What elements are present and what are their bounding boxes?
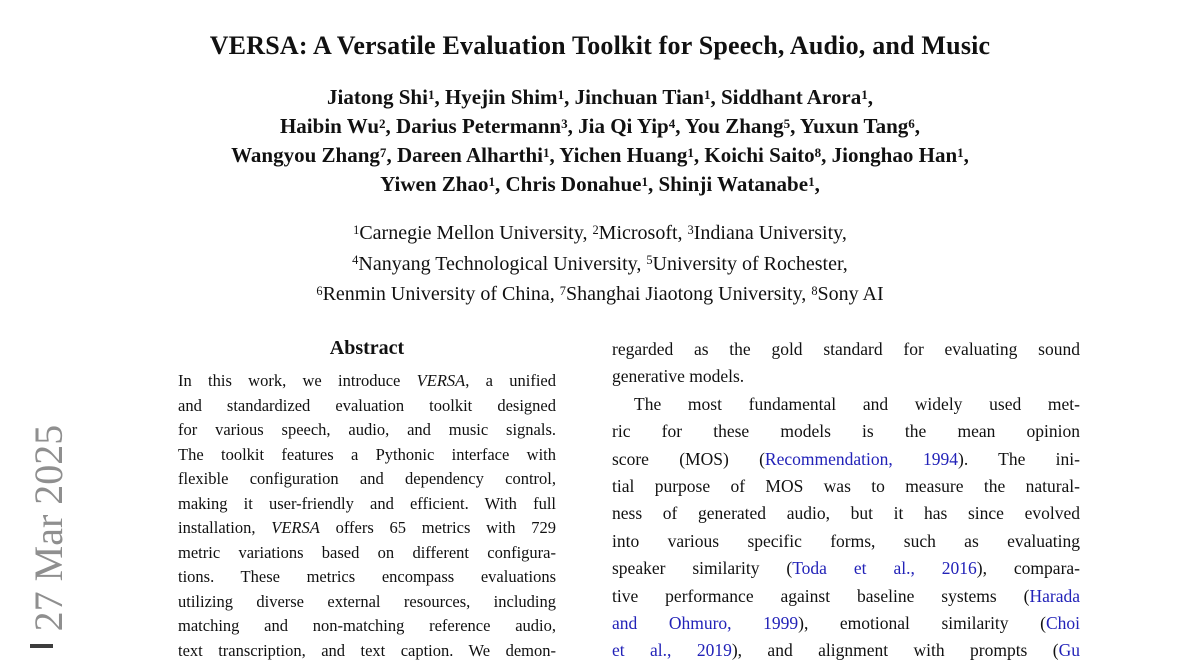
- abstract-heading: Abstract: [329, 337, 405, 359]
- author-list: [0, 84, 1200, 200]
- text-segment: ,: [963, 143, 969, 167]
- text-segment: , Jionghao Han: [821, 143, 958, 167]
- text-segment: , Siddhant Arora: [710, 85, 862, 109]
- superscript: 1: [808, 173, 815, 189]
- text-segment: Microsoft,: [598, 222, 688, 244]
- text-segment: Wangyou Zhang: [231, 143, 380, 167]
- text-line: [178, 516, 556, 541]
- text-line: [612, 500, 1080, 527]
- text-segment: ,: [814, 172, 820, 196]
- text-segment: ), emotional similarity (: [798, 612, 1046, 633]
- text-line: [178, 443, 556, 468]
- text-segment: generative models.: [612, 366, 745, 387]
- superscript: 7: [559, 283, 566, 298]
- text-segment: tive performance against baseline systems (: [612, 585, 1030, 606]
- superscript: 8: [811, 283, 818, 298]
- arxiv-date-watermark: 27 Mar 2025: [26, 424, 71, 632]
- text-line: [612, 336, 1080, 363]
- text-segment: , You Zhang: [675, 114, 784, 138]
- superscript: 1: [703, 86, 711, 102]
- text-segment: Renmin University of China,: [322, 283, 560, 305]
- text-segment: Jiatong Shi: [326, 85, 428, 109]
- citation-link[interactable]: Harada: [1029, 585, 1080, 606]
- superscript: 8: [814, 144, 822, 160]
- text-segment: ). The ini-: [958, 448, 1080, 469]
- text-segment: , Koichi Saito: [693, 143, 815, 167]
- superscript: 7: [379, 144, 387, 160]
- text-segment: matching and non-matching reference audio,: [178, 616, 556, 635]
- text-line: [178, 590, 556, 615]
- text-line: [612, 446, 1080, 473]
- text-line: [178, 394, 556, 419]
- text-segment: , Chris Donahue: [495, 172, 642, 196]
- text-segment: making it user-friendly and efficient. With full: [178, 493, 556, 513]
- text-segment: speaker similarity (: [612, 558, 793, 579]
- text-segment: , Jia Qi Yip: [567, 114, 669, 138]
- superscript: 5: [646, 253, 653, 268]
- text-segment: Yiwen Zhao: [380, 172, 489, 196]
- text-segment: ), and alignment with prompts (: [731, 640, 1059, 661]
- text-segment: flexible configuration and dependency control,: [178, 469, 556, 488]
- text-segment: text transcription, and text caption. We demon-: [178, 640, 556, 660]
- text-line: [0, 84, 1200, 113]
- text-segment: , Jinchuan Tian: [564, 85, 704, 109]
- superscript: 1: [488, 173, 495, 189]
- arxiv-watermark-fragment: [30, 644, 53, 648]
- text-segment: score (MOS) (: [612, 448, 765, 469]
- text-line: [178, 565, 556, 590]
- text-segment: ,: [914, 114, 921, 138]
- text-segment: utilizing diverse external resources, including: [178, 591, 556, 611]
- text-segment: Indiana University,: [693, 222, 847, 244]
- text-line: [0, 171, 1200, 200]
- text-segment: VERSA: [416, 371, 466, 390]
- text-line: [178, 418, 556, 443]
- text-segment: tial purpose of MOS was to measure the natural-: [612, 475, 1080, 496]
- text-line: [612, 391, 1080, 418]
- text-segment: Haibin Wu: [279, 114, 380, 138]
- text-line: [612, 583, 1080, 610]
- affiliation-list: [0, 219, 1200, 311]
- citation-link[interactable]: et al., 2019: [612, 640, 732, 661]
- text-segment: The most fundamental and widely used met-: [634, 393, 1080, 414]
- superscript: 3: [561, 115, 568, 131]
- abstract-text-column: [178, 369, 557, 660]
- text-line: [178, 541, 556, 566]
- superscript: 3: [687, 222, 694, 237]
- text-segment: , a unified: [465, 371, 557, 390]
- text-segment: ,: [867, 85, 873, 109]
- text-segment: University of Rochester,: [652, 252, 848, 275]
- superscript: 2: [379, 115, 386, 131]
- text-line: [178, 639, 556, 664]
- text-line: [178, 492, 556, 517]
- text-segment: In this work, we introduce: [178, 371, 417, 390]
- superscript: 2: [592, 222, 599, 237]
- superscript: 1: [353, 222, 360, 237]
- superscript: 6: [316, 283, 323, 298]
- text-line: [0, 250, 1200, 281]
- text-line: [178, 467, 556, 492]
- text-segment: The toolkit features a Pythonic interface with: [178, 444, 556, 464]
- superscript: 1: [957, 144, 964, 160]
- text-line: [612, 363, 1080, 390]
- text-segment: ), compara-: [976, 558, 1080, 579]
- text-segment: ric for these models is the mean opinion: [612, 421, 1080, 442]
- text-segment: regarded as the gold standard for evaluating sound: [612, 339, 1080, 359]
- text-segment: Carnegie Mellon University,: [359, 222, 593, 244]
- superscript: 4: [352, 253, 359, 268]
- citation-link[interactable]: Gu: [1058, 640, 1080, 661]
- superscript: 1: [641, 173, 648, 189]
- text-line: [612, 473, 1080, 500]
- text-segment: and standardized evaluation toolkit designed: [178, 395, 556, 415]
- text-segment: for various speech, audio, and music signals.: [178, 420, 556, 439]
- superscript: 1: [687, 144, 694, 160]
- text-line: [612, 637, 1080, 664]
- text-segment: ness of generated audio, but it has since evolved: [612, 503, 1080, 524]
- citation-link[interactable]: Toda et al., 2016: [792, 558, 977, 579]
- superscript: 5: [783, 115, 791, 131]
- text-line: [612, 418, 1080, 445]
- text-segment: , Hyejin Shim: [434, 85, 558, 109]
- text-segment: tions. These metrics encompass evaluations: [178, 567, 556, 586]
- text-line: [178, 369, 556, 394]
- text-line: [0, 113, 1200, 142]
- text-line: [0, 142, 1200, 171]
- right-text-column: [612, 336, 1080, 661]
- superscript: 6: [908, 115, 915, 131]
- superscript: 1: [427, 86, 435, 102]
- text-line: [178, 614, 556, 639]
- text-segment: , Yuxun Tang: [790, 114, 909, 138]
- citation-link[interactable]: Recommendation, 1994: [764, 448, 959, 469]
- superscript: 1: [861, 86, 868, 102]
- text-segment: installation,: [178, 518, 272, 537]
- superscript: 4: [668, 115, 676, 131]
- text-segment: Sony AI: [817, 283, 884, 305]
- text-segment: , Dareen Alharthi: [386, 143, 543, 167]
- text-segment: , Yichen Huang: [549, 143, 688, 167]
- text-line: [612, 528, 1080, 555]
- text-segment: into various specific forms, such as evaluating: [612, 530, 1080, 551]
- superscript: 1: [557, 86, 565, 102]
- text-segment: offers 65 metrics with 729: [319, 518, 556, 537]
- text-segment: VERSA: [271, 518, 320, 537]
- citation-link[interactable]: and Ohmuro, 1999: [612, 612, 799, 633]
- text-line: [0, 280, 1200, 311]
- text-segment: , Shinji Watanabe: [647, 172, 809, 196]
- text-line: [612, 610, 1080, 637]
- citation-link[interactable]: Choi: [1045, 612, 1080, 633]
- paper-title: VERSA: A Versatile Evaluation Toolkit for Speech, Audio, and Music: [209, 31, 991, 60]
- text-segment: Nanyang Technological University,: [358, 252, 647, 275]
- text-line: [612, 555, 1080, 582]
- text-segment: metric variations based on different configura-: [178, 542, 556, 562]
- superscript: 1: [542, 144, 550, 160]
- text-segment: Shanghai Jiaotong University,: [565, 283, 812, 305]
- text-line: [0, 219, 1200, 250]
- text-segment: , Darius Petermann: [385, 114, 562, 138]
